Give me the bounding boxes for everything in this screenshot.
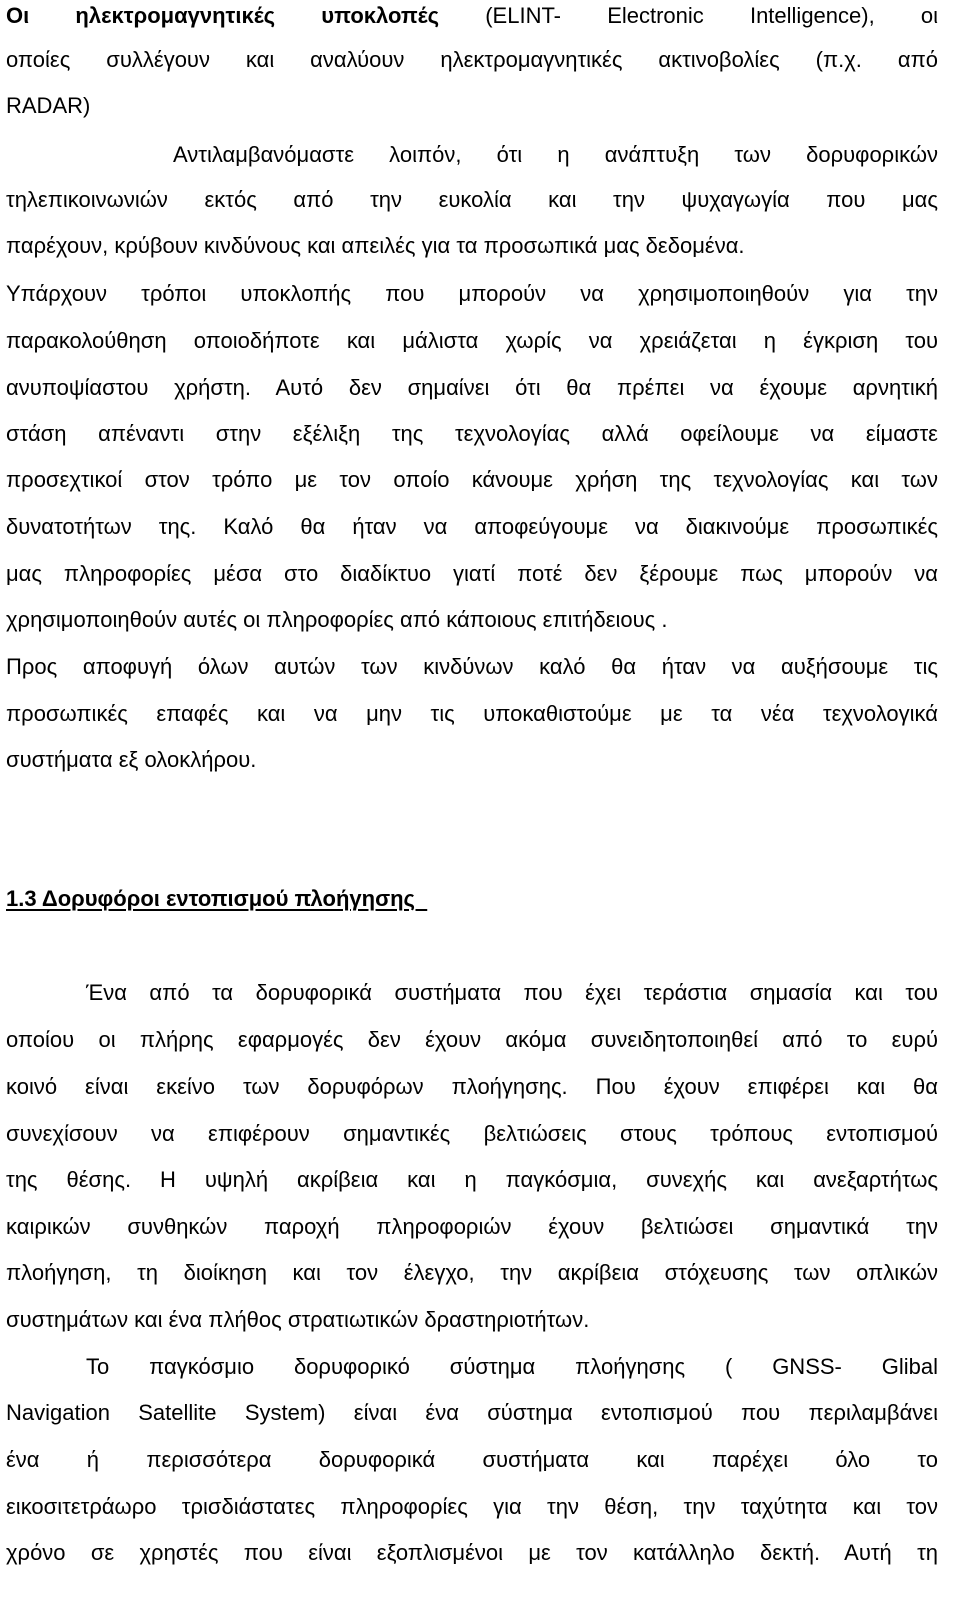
paragraph-line bbox=[6, 2, 938, 30]
paragraph-line: πλοήγηση, τη διοίκηση και τον έλεγχο, την ακρίβεια στόχευσης των οπλικών bbox=[6, 1260, 938, 1285]
paragraph-line-indented: Αντιλαμβανόμαστε λοιπόν, ότι η ανάπτυξη των δορυφορικών bbox=[173, 142, 938, 167]
paragraph-line: χρόνο σε χρηστές που είναι εξοπλισμένοι με τον κατάλληλο δεκτή. Αυτή τη bbox=[6, 1540, 938, 1565]
paragraph-line: συστημάτων και ένα πλήθος στρατιωτικών δραστηριοτήτων. bbox=[6, 1307, 590, 1332]
paragraph-line: Navigation Satellite System) είναι ένα σύστημα εντοπισμού που περιλαμβάνει bbox=[6, 1400, 938, 1425]
paragraph-line: δυνατοτήτων της. Καλό θα ήταν να αποφεύγουμε να διακινούμε προσωπικές bbox=[6, 514, 938, 539]
paragraph-line: ένα ή περισσότερα δορυφορικά συστήματα και παρέχει όλο το bbox=[6, 1447, 938, 1472]
paragraph-line: Προς αποφυγή όλων αυτών των κινδύνων καλό θα ήταν να αυξήσουμε τις bbox=[6, 654, 938, 679]
paragraph-line: εικοσιτετράωρο τρισδιάστατες πληροφορίες για την θέση, την ταχύτητα και τον bbox=[6, 1494, 938, 1519]
paragraph-line: συνεχίσουν να επιφέρουν σημαντικές βελτιώσεις στους τρόπους εντοπισμού bbox=[6, 1121, 938, 1146]
paragraph-line: RADAR) bbox=[6, 93, 91, 118]
section-heading: 1.3 Δορυφόροι εντοπισμού πλοήγησης bbox=[6, 886, 428, 911]
paragraph-line: καιρικών συνθηκών παροχή πληροφοριών έχουν βελτιώσει σημαντικά την bbox=[6, 1214, 938, 1239]
paragraph-line: προσωπικές επαφές και να μην τις υποκαθιστούμε με τα νέα τεχνολογικά bbox=[6, 701, 938, 726]
paragraph-line-indented: Το παγκόσμιο δορυφορικό σύστημα πλοήγησης ( GNSS- Glibal bbox=[86, 1354, 938, 1379]
bold-term: Οι ηλεκτρομαγνητικές υποκλοπές bbox=[6, 3, 440, 28]
paragraph-line: στάση απέναντι στην εξέλιξη της τεχνολογίας αλλά οφείλουμε να είμαστε bbox=[6, 421, 938, 446]
paragraph-line: οποίες συλλέγουν και αναλύουν ηλεκτρομαγνητικές ακτινοβολίες (π.χ. από bbox=[6, 47, 938, 72]
paragraph-line: προσεχτικοί στον τρόπο με τον οποίο κάνουμε χρήση της τεχνολογίας και των bbox=[6, 467, 938, 492]
paragraph-line: ανυποψίαστου χρήστη. Αυτό δεν σημαίνει ότι θα πρέπει να έχουμε αρνητική bbox=[6, 375, 938, 400]
paragraph-line: Υπάρχουν τρόποι υποκλοπής που μπορούν να χρησιμοποιηθούν για την bbox=[6, 281, 938, 306]
paragraph-line: τηλεπικοινωνιών εκτός από την ευκολία και την ψυχαγωγία που μας bbox=[6, 187, 938, 212]
paragraph-line: παρέχουν, κρύβουν κινδύνους και απειλές για τα προσωπικά μας δεδομένα. bbox=[6, 233, 745, 258]
paragraph-line-indented: Ένα από τα δορυφορικά συστήματα που έχει τεράστια σημασία και του bbox=[86, 980, 938, 1005]
paragraph-line: χρησιμοποιηθούν αυτές οι πληροφορίες από κάποιους επιτήδειους . bbox=[6, 607, 668, 632]
paragraph-line: παρακολούθηση οποιοδήποτε και μάλιστα χωρίς να χρειάζεται η έγκριση του bbox=[6, 328, 938, 353]
text-span: (ELINT- Electronic Intelligence), οι bbox=[439, 3, 938, 28]
paragraph-line: συστήματα εξ ολοκλήρου. bbox=[6, 747, 257, 772]
paragraph-line: της θέσης. Η υψηλή ακρίβεια και η παγκόσμια, συνεχής και ανεξαρτήτως bbox=[6, 1167, 938, 1192]
paragraph-line: οποίου οι πλήρης εφαρμογές δεν έχουν ακόμα συνειδητοποιηθεί από το ευρύ bbox=[6, 1027, 938, 1052]
paragraph-line: κοινό είναι εκείνο των δορυφόρων πλοήγησης. Που έχουν επιφέρει και θα bbox=[6, 1074, 938, 1099]
paragraph-line: μας πληροφορίες μέσα στο διαδίκτυο γιατί ποτέ δεν ξέρουμε πως μπορούν να bbox=[6, 561, 938, 586]
